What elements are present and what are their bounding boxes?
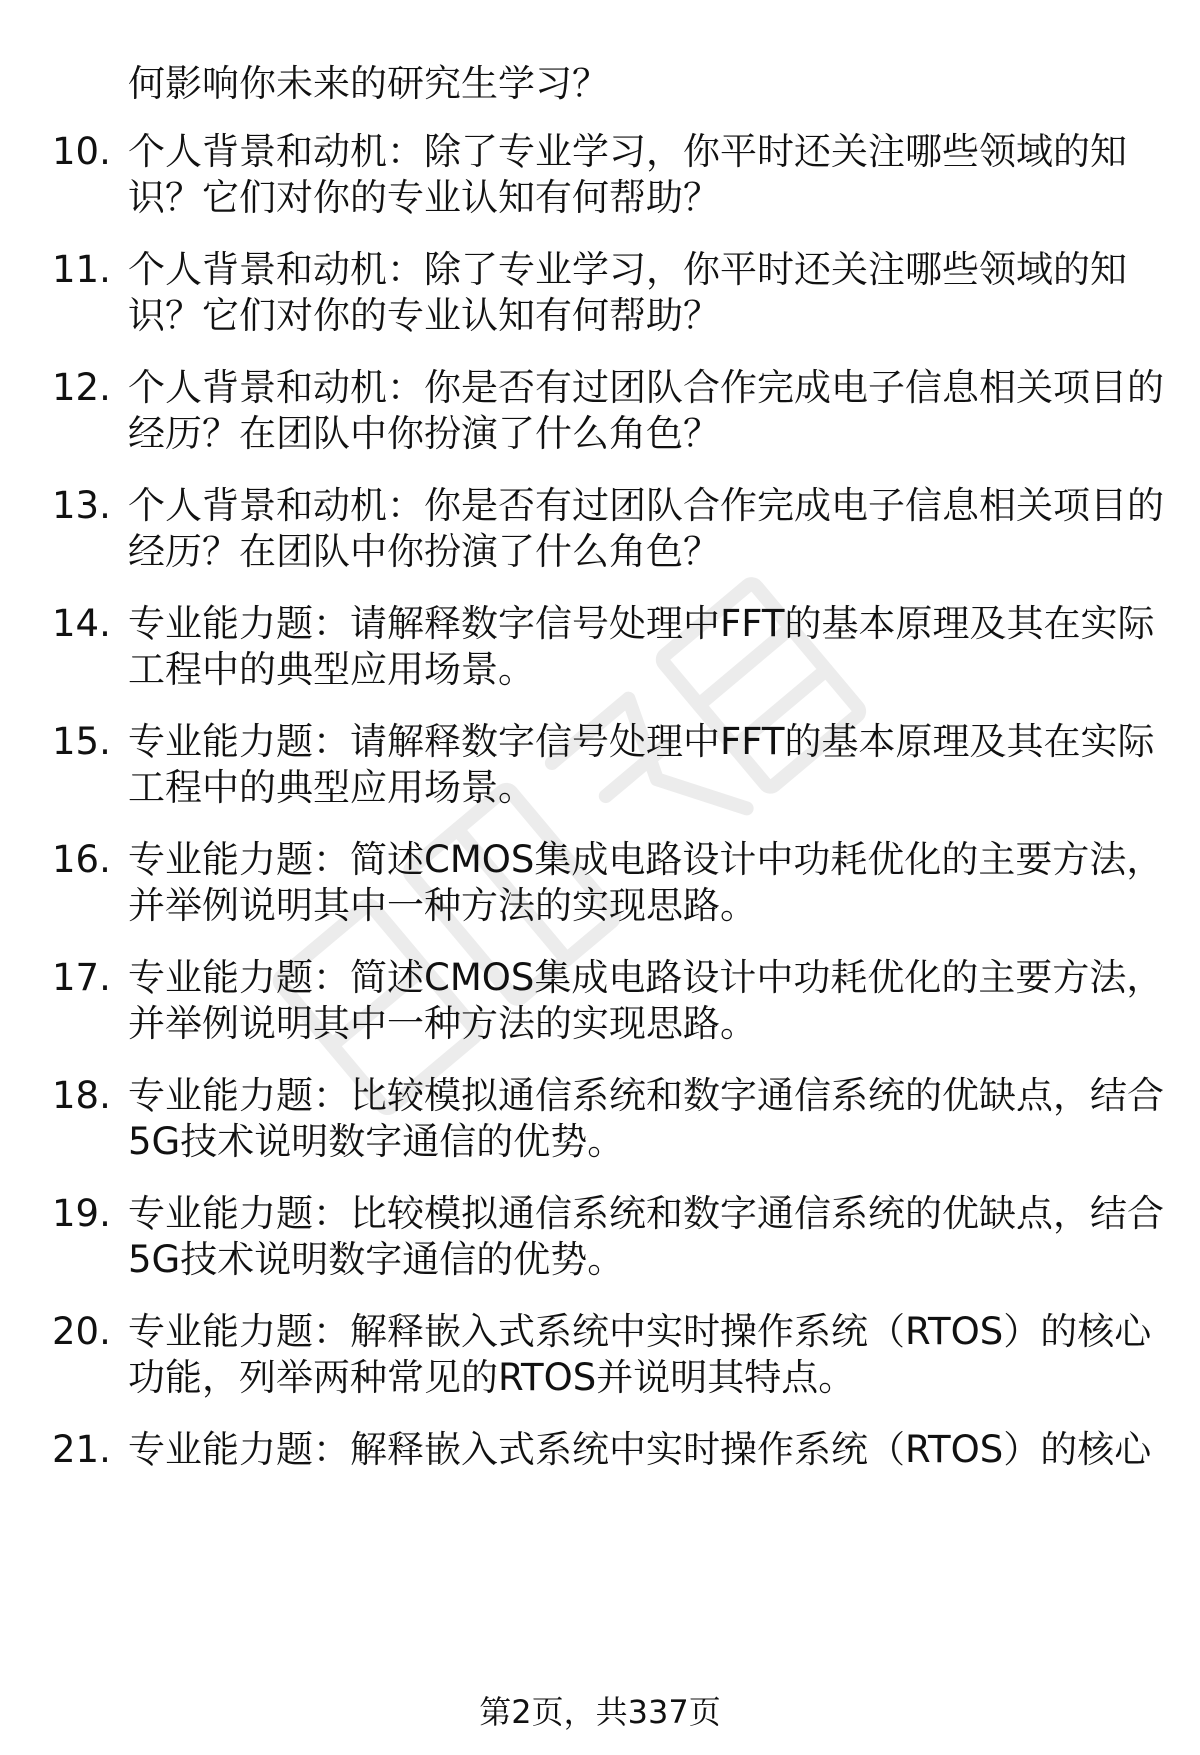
- item-text-line: 识？它们对你的专业认知有何帮助？: [128, 294, 720, 337]
- item-text-line: 个人背景和动机：除了专业学习，你平时还关注哪些领域的知: [128, 130, 1127, 173]
- item-number: 20.: [52, 1310, 111, 1353]
- continued-line-text: 何影响你未来的研究生学习？: [128, 62, 609, 105]
- item-text-line: 识？它们对你的专业认知有何帮助？: [128, 176, 720, 219]
- item-text-line: 经历？在团队中你扮演了什么角色？: [128, 412, 720, 455]
- item-text-line: 专业能力题：请解释数字信号处理中FFT的基本原理及其在实际: [128, 602, 1155, 645]
- item-text-line: 专业能力题：请解释数字信号处理中FFT的基本原理及其在实际: [128, 720, 1155, 763]
- item-number: 19.: [52, 1192, 111, 1235]
- item-number: 16.: [52, 838, 111, 881]
- item-text-line: 专业能力题：解释嵌入式系统中实时操作系统（RTOS）的核心: [128, 1428, 1152, 1471]
- item-text-line: 专业能力题：简述CMOS集成电路设计中功耗优化的主要方法，: [128, 838, 1164, 881]
- item-text-line: 并举例说明其中一种方法的实现思路。: [128, 1002, 757, 1045]
- item-number: 10.: [52, 130, 111, 173]
- item-text-line: 专业能力题：比较模拟通信系统和数字通信系统的优缺点，结合: [128, 1192, 1164, 1235]
- item-number: 14.: [52, 602, 111, 645]
- item-text-line: 并举例说明其中一种方法的实现思路。: [128, 884, 757, 927]
- item-text-line: 专业能力题：解释嵌入式系统中实时操作系统（RTOS）的核心: [128, 1310, 1152, 1353]
- item-text-line: 个人背景和动机：你是否有过团队合作完成电子信息相关项目的: [128, 366, 1164, 409]
- item-number: 13.: [52, 484, 111, 527]
- item-text-line: 个人背景和动机：除了专业学习，你平时还关注哪些领域的知: [128, 248, 1127, 291]
- item-number: 18.: [52, 1074, 111, 1117]
- item-text-line: 5G技术说明数字通信的优势。: [128, 1120, 625, 1163]
- item-text-line: 工程中的典型应用场景。: [128, 648, 535, 691]
- item-text-line: 5G技术说明数字通信的优势。: [128, 1238, 625, 1281]
- item-number: 11.: [52, 248, 111, 291]
- item-text-line: 专业能力题：比较模拟通信系统和数字通信系统的优缺点，结合: [128, 1074, 1164, 1117]
- item-text-line: 功能，列举两种常见的RTOS并说明其特点。: [128, 1356, 856, 1399]
- item-number: 15.: [52, 720, 111, 763]
- item-text-line: 专业能力题：简述CMOS集成电路设计中功耗优化的主要方法，: [128, 956, 1164, 999]
- item-text-line: 经历？在团队中你扮演了什么角色？: [128, 530, 720, 573]
- page-footer: 第2页，共337页: [479, 1693, 721, 1731]
- item-text-line: 工程中的典型应用场景。: [128, 766, 535, 809]
- item-number: 12.: [52, 366, 111, 409]
- item-number: 21.: [52, 1428, 111, 1471]
- item-text-line: 个人背景和动机：你是否有过团队合作完成电子信息相关项目的: [128, 484, 1164, 527]
- item-number: 17.: [52, 956, 111, 999]
